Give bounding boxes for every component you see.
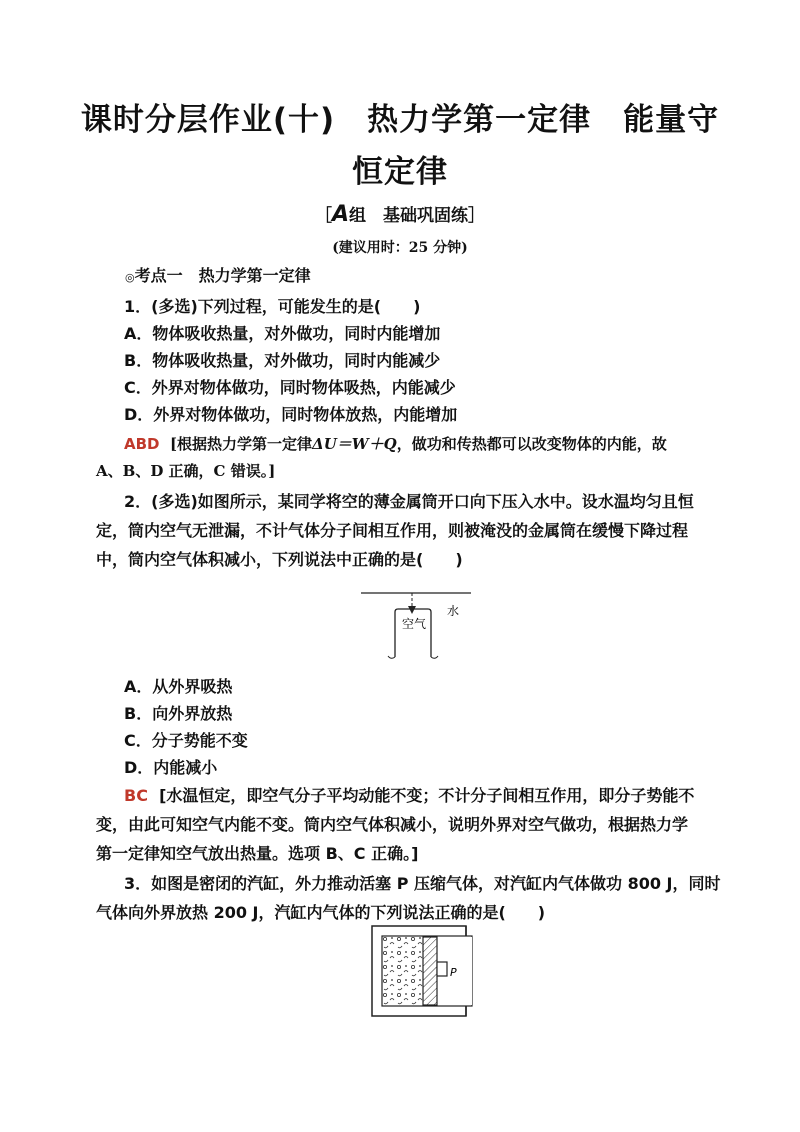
q1-option-a: A．物体吸收热量，对外做功，同时内能增加 — [124, 324, 441, 343]
q3-piston-label: P — [450, 966, 457, 979]
q2-stem-line-3: 中，筒内空气体积减小，下列说法中正确的是( ) — [96, 550, 463, 569]
q2-option-b: B．向外界放热 — [124, 704, 233, 723]
time-hint: (建议用时：25 分钟) — [332, 240, 468, 256]
q3-figure-cylinder-piston — [368, 922, 488, 1022]
q1-answer: ABD — [124, 435, 160, 453]
q2-option-d: D．内能减小 — [124, 758, 218, 777]
piston-rod — [437, 962, 447, 976]
compressed-gas — [383, 937, 423, 1005]
q2-water-label: 水 — [447, 604, 460, 618]
q2-stem-line-1: 2．(多选)如图所示，某同学将空的薄金属筒开口向下压入水中。设水温均匀且恒 — [124, 492, 694, 511]
page-title-line-2: 恒定律 — [352, 154, 448, 190]
push-arrow-icon — [408, 606, 416, 614]
piston-p — [423, 937, 437, 1005]
group-heading — [0, 201, 800, 227]
q2-stem-line-2: 定，筒内空气无泄漏，不计气体分子间相互作用，则被淹没的金属筒在缓慢下降过程 — [96, 521, 689, 540]
q3-stem-line-2: 气体向外界放热 200 J，汽缸内气体的下列说法正确的是( ) — [96, 903, 546, 922]
q1-explain-part-a: [根据热力学第一定律 — [169, 435, 313, 453]
section-label: 考点一 热力学第一定律 — [134, 266, 311, 285]
q2-explanation-line-1 — [124, 785, 694, 807]
q1-stem: 1．(多选)下列过程，可能发生的是( ) — [124, 297, 421, 316]
q1-option-b: B．物体吸收热量，对外做功，同时内能减少 — [124, 351, 441, 370]
group-bracket-close: ］ — [468, 206, 486, 226]
q1-explain-part-b: ，做功和传热都可以改变物体的内能，故 — [396, 435, 667, 453]
q1-explanation-line-1 — [124, 433, 667, 455]
q1-option-c: C．外界对物体做功，同时物体吸热，内能减少 — [124, 378, 456, 397]
water-wave-left — [388, 656, 395, 658]
q1-option-d: D．外界对物体做功，同时物体放热，内能增加 — [124, 405, 458, 424]
section-marker-icon: ◎ — [125, 271, 135, 284]
group-label: 组 基础巩固练 — [349, 206, 469, 226]
q1-explanation-line-2: A、B、D 正确，C 错误。] — [96, 462, 276, 480]
q2-answer: BC — [124, 786, 148, 805]
q3-stem-line-1: 3．如图是密闭的汽缸，外力推动活塞 P 压缩气体，对汽缸内气体做功 800 J，同时 — [124, 874, 721, 893]
group-letter-icon: A — [331, 202, 350, 227]
section-heading — [125, 265, 311, 289]
q2-explanation-line-2: 变，由此可知空气内能不变。筒内空气体积减小，说明外界对空气做功，根据热力学 — [96, 815, 689, 834]
q2-explain-part: [水温恒定，即空气分子平均动能不变；不计分子间相互作用，即分子势能不 — [159, 786, 695, 805]
q2-figure-cylinder-in-water — [355, 584, 475, 666]
water-wave-right — [431, 656, 438, 658]
cylinder-opening — [462, 937, 472, 1005]
q2-explanation-line-3: 第一定律知空气放出热量。选项 B、C 正确。] — [96, 844, 419, 863]
q2-option-a: A．从外界吸热 — [124, 677, 233, 696]
q1-formula: ΔU＝W＋Q — [312, 435, 397, 453]
page-title-line-1: 课时分层作业(十) 热力学第一定律 能量守 — [80, 102, 720, 138]
q2-option-c: C．分子势能不变 — [124, 731, 248, 750]
group-bracket-open: ［ — [314, 206, 332, 226]
q2-air-label: 空气 — [402, 617, 427, 631]
